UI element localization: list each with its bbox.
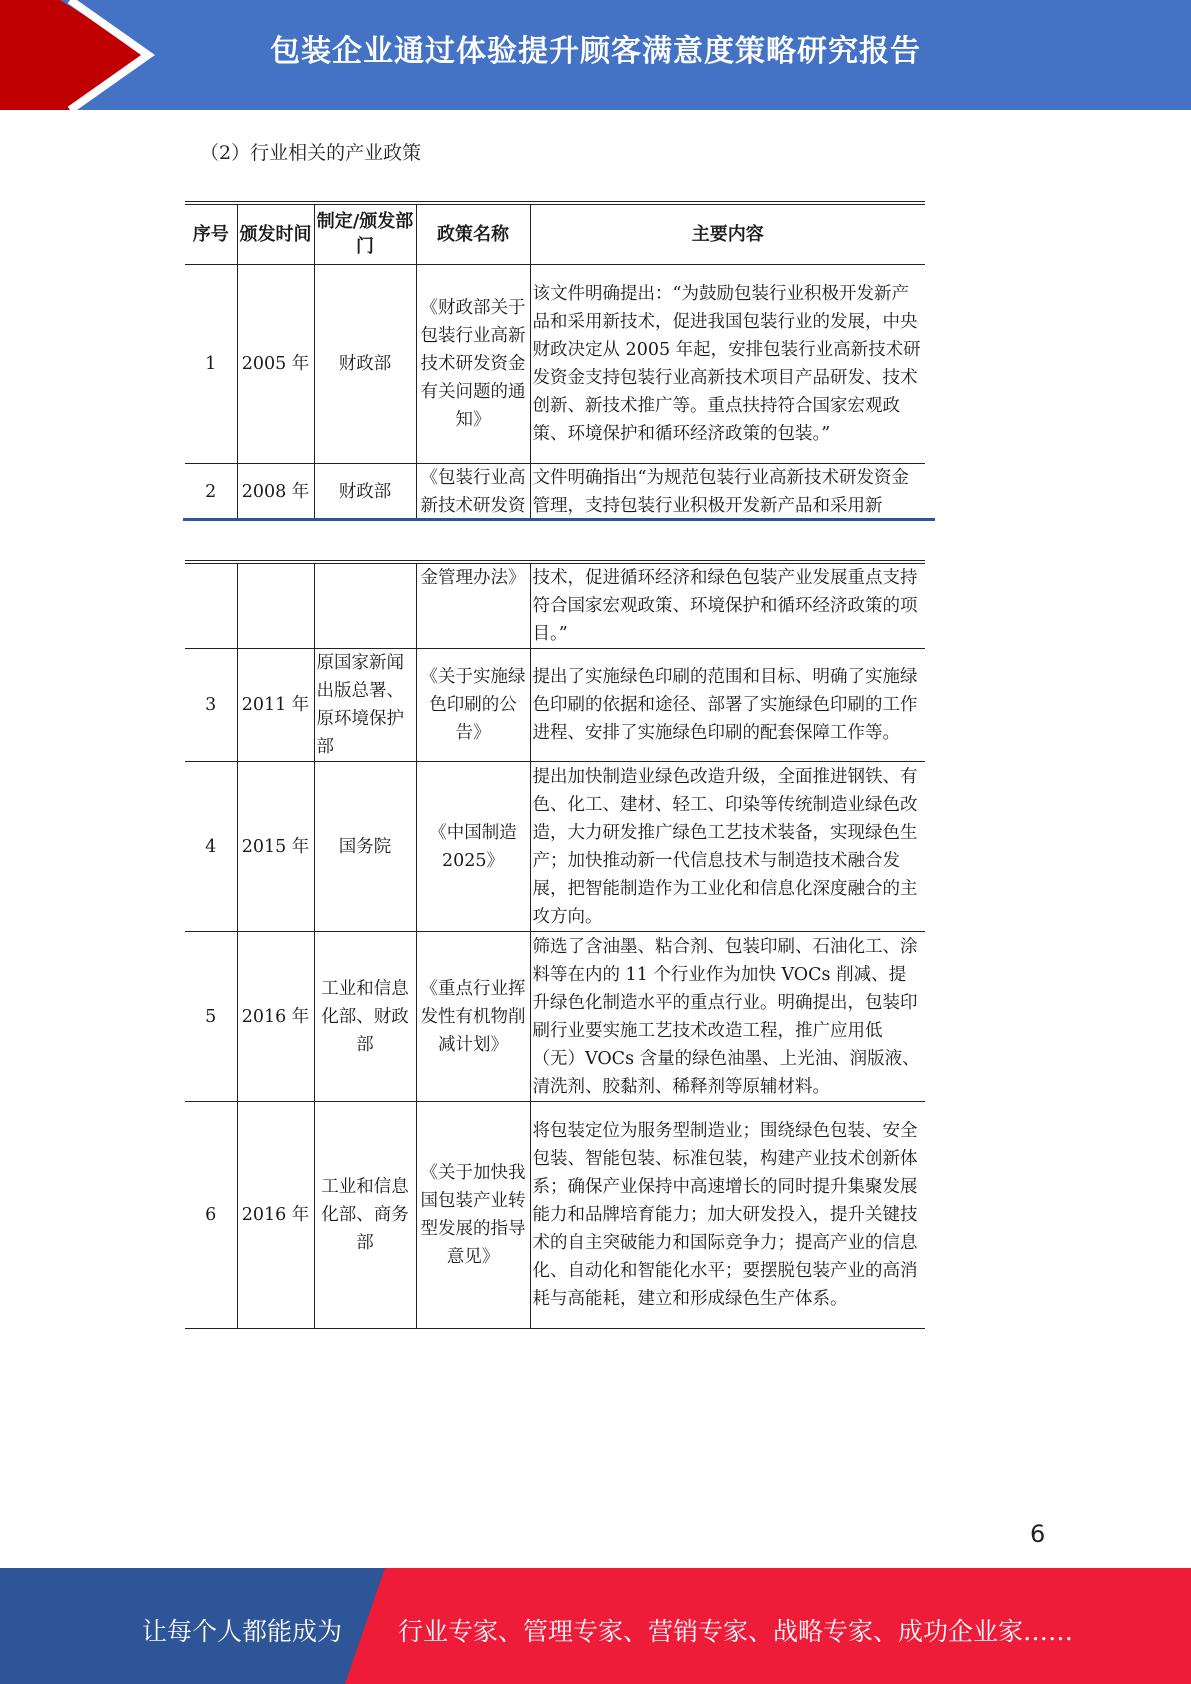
table-row	[185, 932, 925, 1102]
header-no: 序号	[192, 223, 229, 245]
cell-dept: 原国家新闻出版总署、原环境保护部	[314, 649, 416, 762]
cell-content: 筛选了含油墨、粘合剂、包装印刷、石油化工、涂料等在内的 11 个行业作为加快 VOCs 削减、提升绿色化制造水平的重点行业。明确提出，包装印刷行业要实施工艺技术改造工程，推广应用低（无）VOCs 含量的绿色油墨、上光油、润版液、清洗剂、胶黏剂、稀释剂等原辅材料。	[530, 932, 925, 1102]
cell-no: 5	[205, 1006, 217, 1027]
cell-dept: 工业和信息化部、商务部	[314, 1102, 416, 1329]
cell-name: 《重点行业挥发性有机物削减计划》	[416, 932, 530, 1102]
table-row	[185, 1102, 925, 1329]
policy-table-part1-container	[0, 0, 1191, 520]
policy-table-part2-container	[0, 560, 1191, 1335]
page-number: 6	[1030, 1520, 1046, 1548]
cell-dept	[314, 562, 416, 649]
section-title: （2）行业相关的产业政策	[200, 142, 422, 164]
header-content: 主要内容	[530, 203, 925, 264]
report-title: 包装企业通过体验提升顾客满意度策略研究报告	[270, 34, 921, 69]
footer-slogan-left: 让每个人都能成为	[142, 1617, 343, 1646]
table-break-line	[183, 518, 935, 521]
footer-slogan-right: 行业专家、管理专家、营销专家、战略专家、成功企业家……	[398, 1617, 1074, 1646]
cell-content: 技术，促进循环经济和绿色包装产业发展重点支持符合国家宏观政策、环境保护和循环经济政策的项目。”	[530, 562, 925, 649]
cell-dept: 财政部	[314, 264, 416, 463]
cell-content: 该文件明确提出：“为鼓励包装行业积极开发新产品和采用新技术，促进我国包装行业的发展，中央财政决定从 2005 年起，安排包装行业高新技术研发资金支持包装行业高新技术项目产品研发、技术创新、新技术推广等。重点扶持符合国家宏观政策、环境保护和循环经济政策的包装。”	[530, 264, 925, 463]
cell-name: 《财政部关于包装行业高新技术研发资金有关问题的通知》	[416, 264, 530, 463]
table-row	[185, 762, 925, 932]
cell-content: 将包装定位为服务型制造业；围绕绿色包装、安全包装、智能包装、标准包装，构建产业技术创新体系；确保产业保持中高速增长的同时提升集聚发展能力和品牌培育能力；加大研发投入，提升关键技术的自主突破能力和国际竞争力；提高产业的信息化、自动化和智能化水平；要摆脱包装产业的高消耗与高能耗，建立和形成绿色生产体系。	[530, 1102, 925, 1329]
cell-content: 提出加快制造业绿色改造升级，全面推进钢铁、有色、化工、建材、轻工、印染等传统制造业绿色改造，大力研发推广绿色工艺技术装备，实现绿色生产；加快推动新一代信息技术与制造技术融合发展，把智能制造作为工业化和信息化深度融合的主攻方向。	[530, 762, 925, 932]
table-row	[185, 562, 925, 649]
cell-date: 2015 年	[237, 762, 314, 932]
policy-table-part1	[185, 201, 925, 520]
cell-name: 金管理办法》	[416, 562, 530, 649]
header-date: 颁发时间	[237, 203, 314, 264]
header-name: 政策名称	[416, 203, 530, 264]
table-row	[185, 649, 925, 762]
cell-no: 2	[205, 481, 217, 502]
cell-date: 2008 年	[237, 463, 314, 520]
cell-date: 2005 年	[237, 264, 314, 463]
table-row	[185, 463, 925, 520]
cell-dept: 国务院	[314, 762, 416, 932]
cell-no: 4	[205, 836, 217, 857]
cell-name: 《包装行业高新技术研发资	[416, 463, 530, 520]
cell-no: 1	[205, 353, 217, 374]
header-dept: 制定/颁发部门	[314, 203, 416, 264]
table-row	[185, 264, 925, 463]
cell-no: 3	[205, 695, 217, 715]
cell-dept: 财政部	[314, 463, 416, 520]
footer-banner	[0, 1568, 1191, 1684]
cell-content: 提出了实施绿色印刷的范围和目标、明确了实施绿色印刷的依据和途径、部署了实施绿色印刷的工作进程、安排了实施绿色印刷的配套保障工作等。	[530, 649, 925, 762]
cell-date: 2016 年	[237, 932, 314, 1102]
cell-name: 《关于实施绿色印刷的公告》	[416, 649, 530, 762]
cell-content: 文件明确指出“为规范包装行业高新技术研发资金管理，支持包装行业积极开发新产品和采用新	[530, 463, 925, 520]
cell-date: 2016 年	[237, 1102, 314, 1329]
cell-no	[185, 562, 237, 649]
table-header-row	[185, 203, 925, 264]
cell-date: 2011 年	[237, 649, 314, 762]
cell-name: 《中国制造 2025》	[416, 762, 530, 932]
policy-table-part2	[185, 560, 925, 1329]
cell-date	[237, 562, 314, 649]
cell-dept: 工业和信息化部、财政部	[314, 932, 416, 1102]
cell-name: 《关于加快我国包装产业转型发展的指导意见》	[416, 1102, 530, 1329]
cell-no: 6	[205, 1205, 217, 1225]
